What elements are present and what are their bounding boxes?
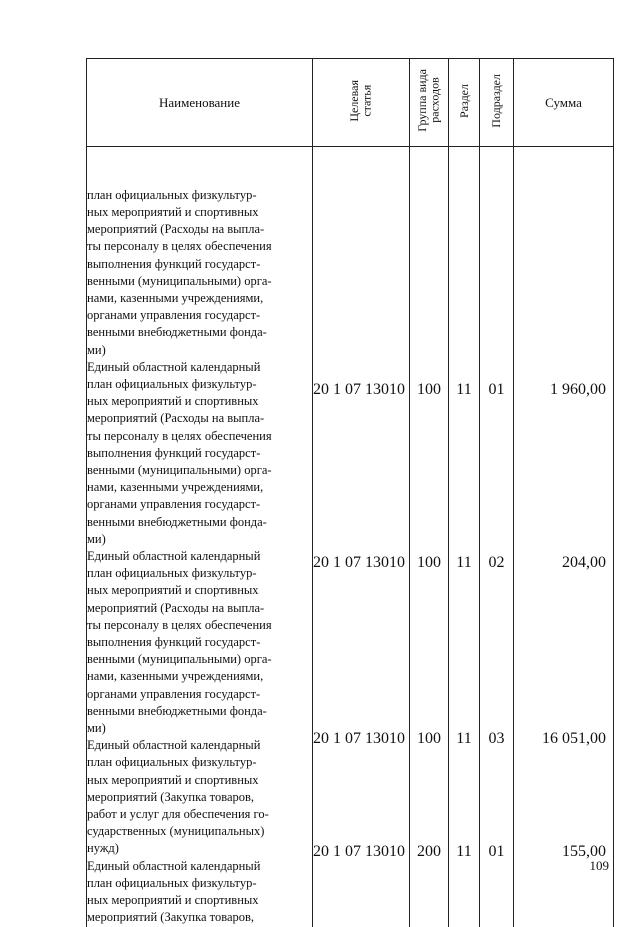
budget-table	[86, 58, 614, 927]
row-2-sum: 204,00	[562, 554, 606, 571]
header-subsection-label: Подраздел	[489, 73, 504, 128]
row-2-name: Единый областной календарный план официальных физкультур- ных мероприятий и спортивных мероприятий (Расходы на выпла- ты персоналу в целях обеспечения выполнения функций государст- венными (муниципальными) орга- нами, казенными учреждениями, органами управления государст- венными внебюджетными фонда- ми)	[87, 359, 272, 546]
row-3-sum: 16 051,00	[542, 730, 606, 747]
row-2-section: 11	[456, 554, 472, 571]
header-subsection	[480, 59, 514, 147]
name-fragment-bottom: Единый областной календарный план официальных физкультур- ных мероприятий и спортивных мероприятий (Закупка товаров,	[87, 858, 261, 925]
row-3-subsection: 03	[488, 730, 505, 747]
row-1-group: 100	[417, 381, 441, 398]
row-4-name: Единый областной календарный план официальных физкультур- ных мероприятий и спортивных мероприятий (Закупка товаров, работ и услуг для обеспечения го- сударственных (муниципальных) нужд)	[87, 738, 269, 856]
row-3-name: Единый областной календарный план официальных физкультур- ных мероприятий и спортивных мероприятий (Расходы на выпла- ты персоналу в целях обеспечения выполнения функций государст- венными (муниципальными) орга- нами, казенными учреждениями, органами управления государст- венными внебюджетными фонда- ми)	[87, 549, 272, 736]
header-target-label: Целевая статья	[347, 79, 374, 122]
header-target-item	[313, 59, 410, 147]
row-3-section: 11	[456, 730, 472, 747]
table-body-row	[87, 147, 614, 927]
subsection-column	[480, 147, 514, 927]
row-2-code: 20 1 07 13010	[313, 554, 405, 571]
header-expense-group-label: Группа вида расходов	[415, 69, 442, 132]
header-name: Наименование	[87, 59, 313, 147]
row-4-group: 200	[417, 843, 441, 860]
row-1-section: 11	[456, 381, 472, 398]
sum-column	[514, 147, 614, 927]
page-number: 109	[589, 858, 609, 873]
name-column	[87, 147, 313, 927]
header-sum: Сумма	[514, 59, 614, 147]
row-1-subsection: 01	[488, 381, 505, 398]
row-3-code: 20 1 07 13010	[313, 730, 405, 747]
header-expense-group	[410, 59, 449, 147]
row-1-code: 20 1 07 13010	[313, 381, 405, 398]
header-section	[449, 59, 480, 147]
row-4-section: 11	[456, 843, 472, 860]
row-4-sum: 155,00	[562, 843, 606, 860]
section-column	[449, 147, 480, 927]
table-header-row	[87, 59, 614, 147]
row-4-code: 20 1 07 13010	[313, 843, 405, 860]
name-fragment-top: план официальных физкультур- ных мероприятий и спортивных мероприятий (Расходы на выпла- ты персоналу в целях обеспечения выполнения функций государст- венными (муниципальными) орга- нами, казенными учреждениями, органами управления государст- венными внебюджетными фонда- ми)	[87, 187, 272, 357]
expense-group-column	[410, 147, 449, 927]
row-4-subsection: 01	[488, 843, 505, 860]
row-1-sum: 1 960,00	[550, 381, 606, 398]
row-2-group: 100	[417, 554, 441, 571]
header-section-label: Раздел	[456, 83, 471, 118]
row-2-subsection: 02	[488, 554, 505, 571]
row-3-group: 100	[417, 730, 441, 747]
target-item-column	[313, 147, 410, 927]
